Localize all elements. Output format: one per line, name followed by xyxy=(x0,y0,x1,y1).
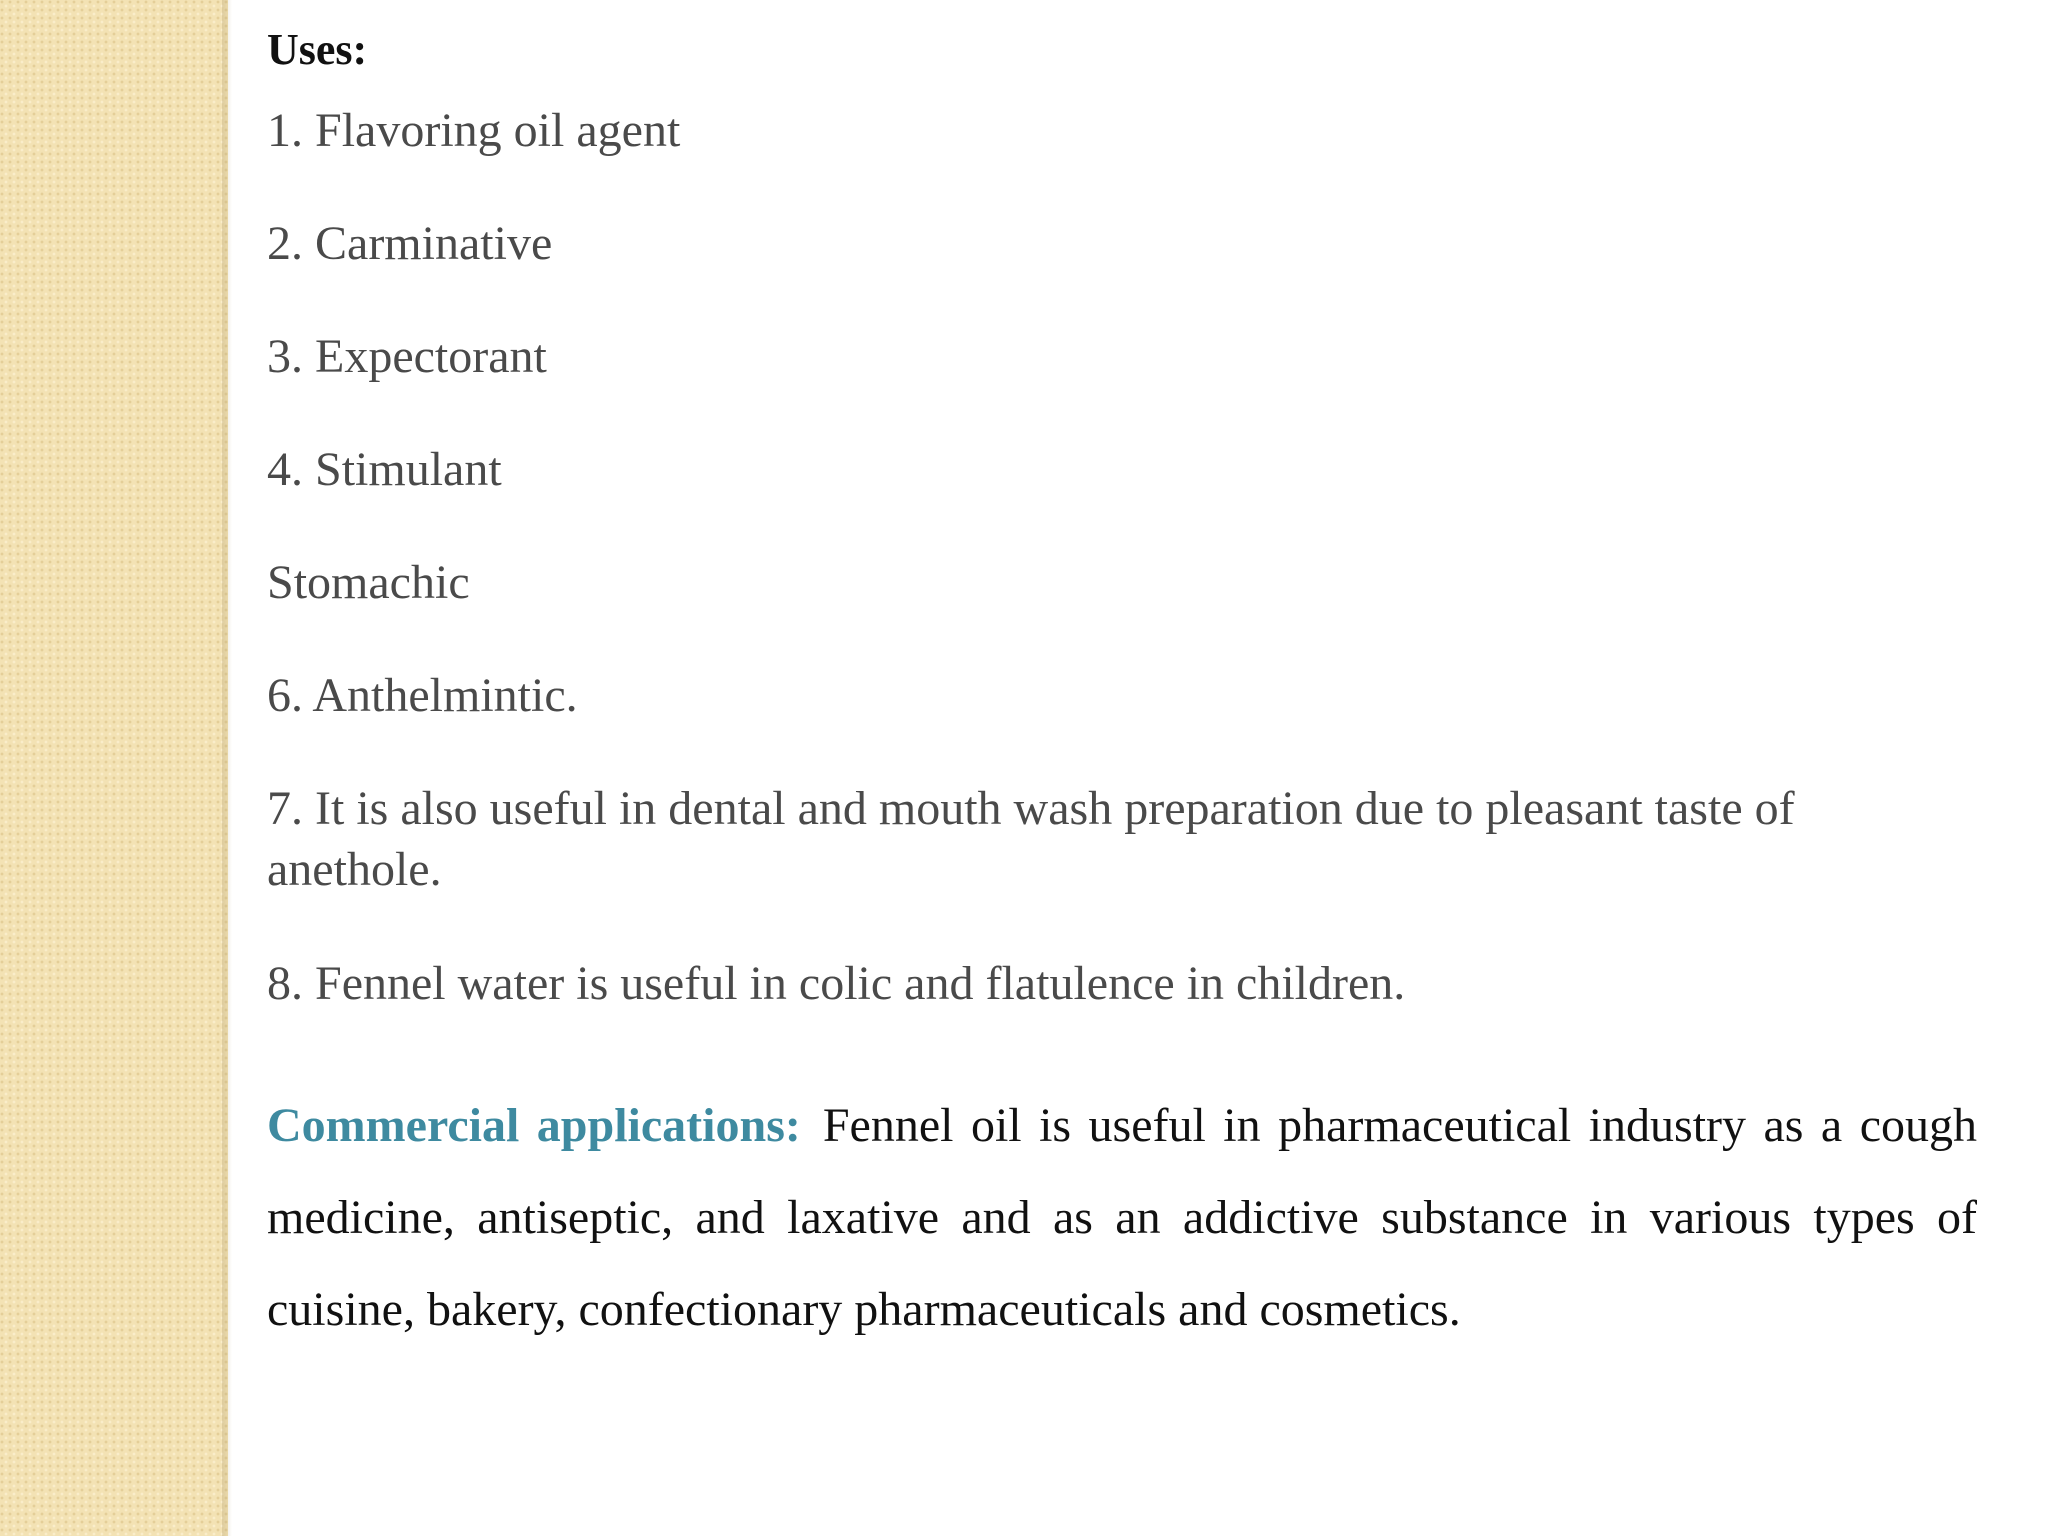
uses-item-7: 7. It is also useful in dental and mouth wash preparation due to pleasant taste of anethole. xyxy=(267,782,1795,896)
commercial-applications-paragraph xyxy=(267,1080,1977,1356)
uses-item-5: Stomachic xyxy=(267,556,470,609)
uses-item-6: 6. Anthelmintic. xyxy=(267,669,578,722)
decorative-side-band xyxy=(0,0,228,1536)
uses-item-8: 8. Fennel water is useful in colic and flatulence in children. xyxy=(267,957,1406,1010)
uses-item-1: 1. Flavoring oil agent xyxy=(267,104,681,157)
uses-item-2: 2. Carminative xyxy=(267,217,553,270)
uses-heading: Uses: xyxy=(267,25,368,74)
commercial-applications-text: Fennel oil is useful in pharmaceutical industry as a cough medicine, antiseptic, and laxative and as an addictive substance in various types of cuisine, bakery, confectionary pharmaceuticals and cosmetics. xyxy=(267,1099,1977,1336)
uses-item-3: 3. Expectorant xyxy=(267,330,547,383)
side-band-shadow xyxy=(222,0,232,1536)
uses-item-4: 4. Stimulant xyxy=(267,443,502,496)
commercial-applications-label: Commercial applications: xyxy=(267,1099,801,1152)
